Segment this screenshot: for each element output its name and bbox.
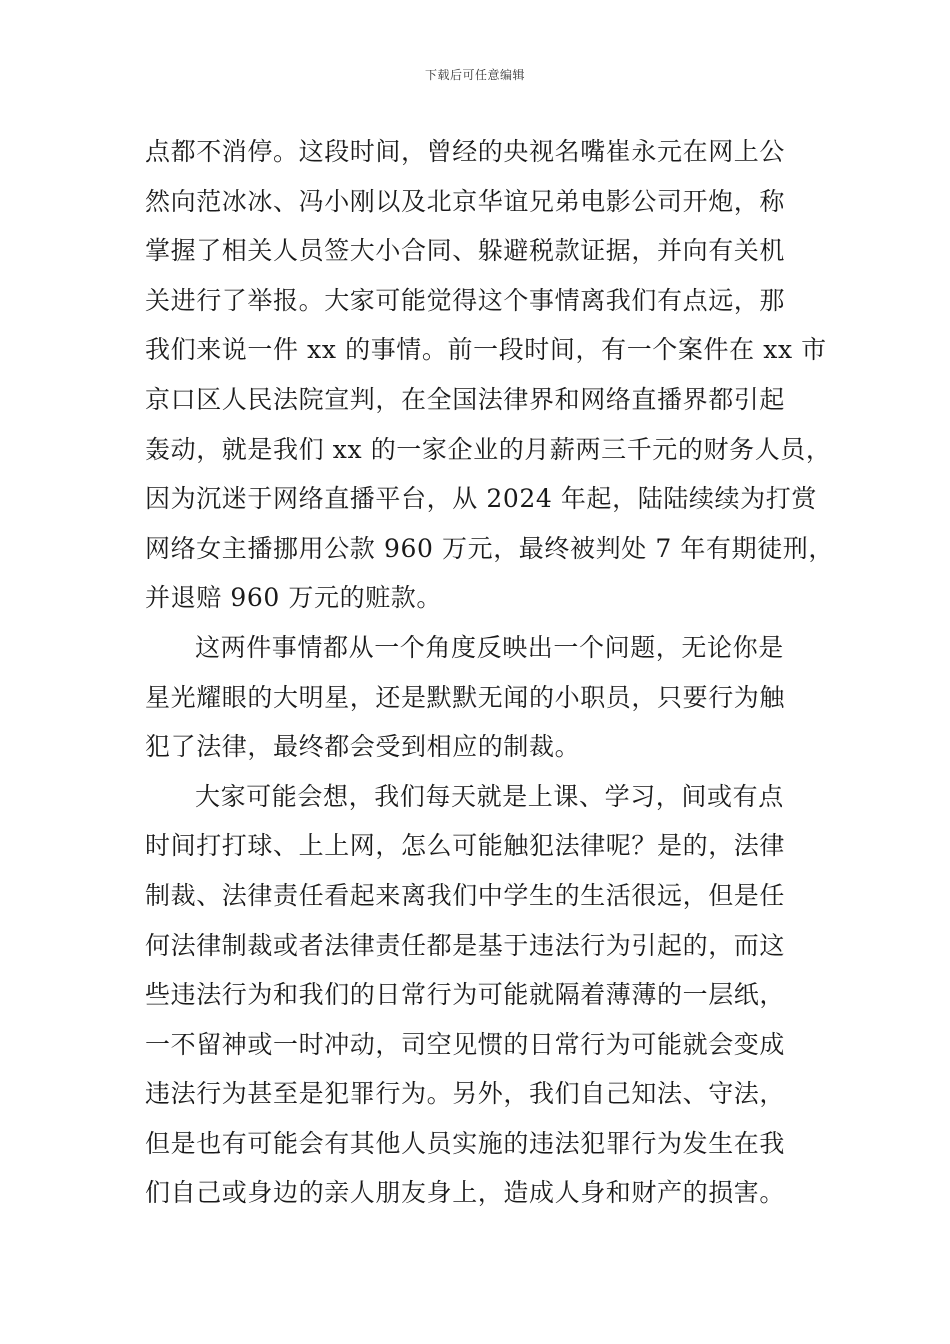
text-line: 违法行为甚至是犯罪行为。另外，我们自己知法、守法， <box>145 1079 786 1109</box>
text-line: 并退赔 960 万元的赃款。 <box>145 583 443 613</box>
paragraph-2 <box>145 623 825 772</box>
text-line: 关进行了举报。大家可能觉得这个事情离我们有点远，那 <box>145 285 786 315</box>
text-line: 掌握了相关人员签大小合同、躲避税款证据，并向有关机 <box>145 236 786 266</box>
text-line: 因为沉迷于网络直播平台，从 2024 年起，陆陆续续为打赏 <box>145 484 817 514</box>
text-line: 制裁、法律责任看起来离我们中学生的生活很远，但是任 <box>145 880 786 910</box>
text-line: 大家可能会想，我们每天就是上课、学习，间或有点 <box>195 781 784 811</box>
paragraph-3 <box>145 772 825 1218</box>
text-line: 一不留神或一时冲动，司空见惯的日常行为可能就会变成 <box>145 1029 786 1059</box>
text-line: 然向范冰冰、冯小刚以及北京华谊兄弟电影公司开炮，称 <box>145 186 786 216</box>
text-line: 犯了法律，最终都会受到相应的制裁。 <box>145 732 581 762</box>
text-line: 星光耀眼的大明星，还是默默无闻的小职员，只要行为触 <box>145 682 786 712</box>
text-line: 些违法行为和我们的日常行为可能就隔着薄薄的一层纸， <box>145 980 786 1010</box>
paragraph-1 <box>145 127 835 623</box>
text-line: 但是也有可能会有其他人员实施的违法犯罪行为发生在我 <box>145 1128 786 1158</box>
text-line: 轰动，就是我们 xx 的一家企业的月薪两三千元的财务人员， <box>145 434 832 464</box>
text-line: 们自己或身边的亲人朋友身上，造成人身和财产的损害。 <box>145 1178 786 1208</box>
text-line: 何法律制裁或者法律责任都是基于违法行为引起的，而这 <box>145 930 786 960</box>
text-line: 京口区人民法院宣判，在全国法律界和网络直播界都引起 <box>145 384 786 414</box>
text-line: 这两件事情都从一个角度反映出一个问题，无论你是 <box>195 632 784 662</box>
text-line: 时间打打球、上上网，怎么可能触犯法律呢？是的，法律 <box>145 831 786 861</box>
text-line: 点都不消停。这段时间，曾经的央视名嘴崔永元在网上公 <box>145 137 786 166</box>
text-line: 我们来说一件 xx 的事情。前一段时间，有一个案件在 xx 市 <box>145 335 827 365</box>
page-header: 下载后可任意编辑 <box>424 68 525 82</box>
document-body <box>145 127 835 1218</box>
text-line: 网络女主播挪用公款 960 万元，最终被判处 7 年有期徒刑， <box>145 533 835 563</box>
